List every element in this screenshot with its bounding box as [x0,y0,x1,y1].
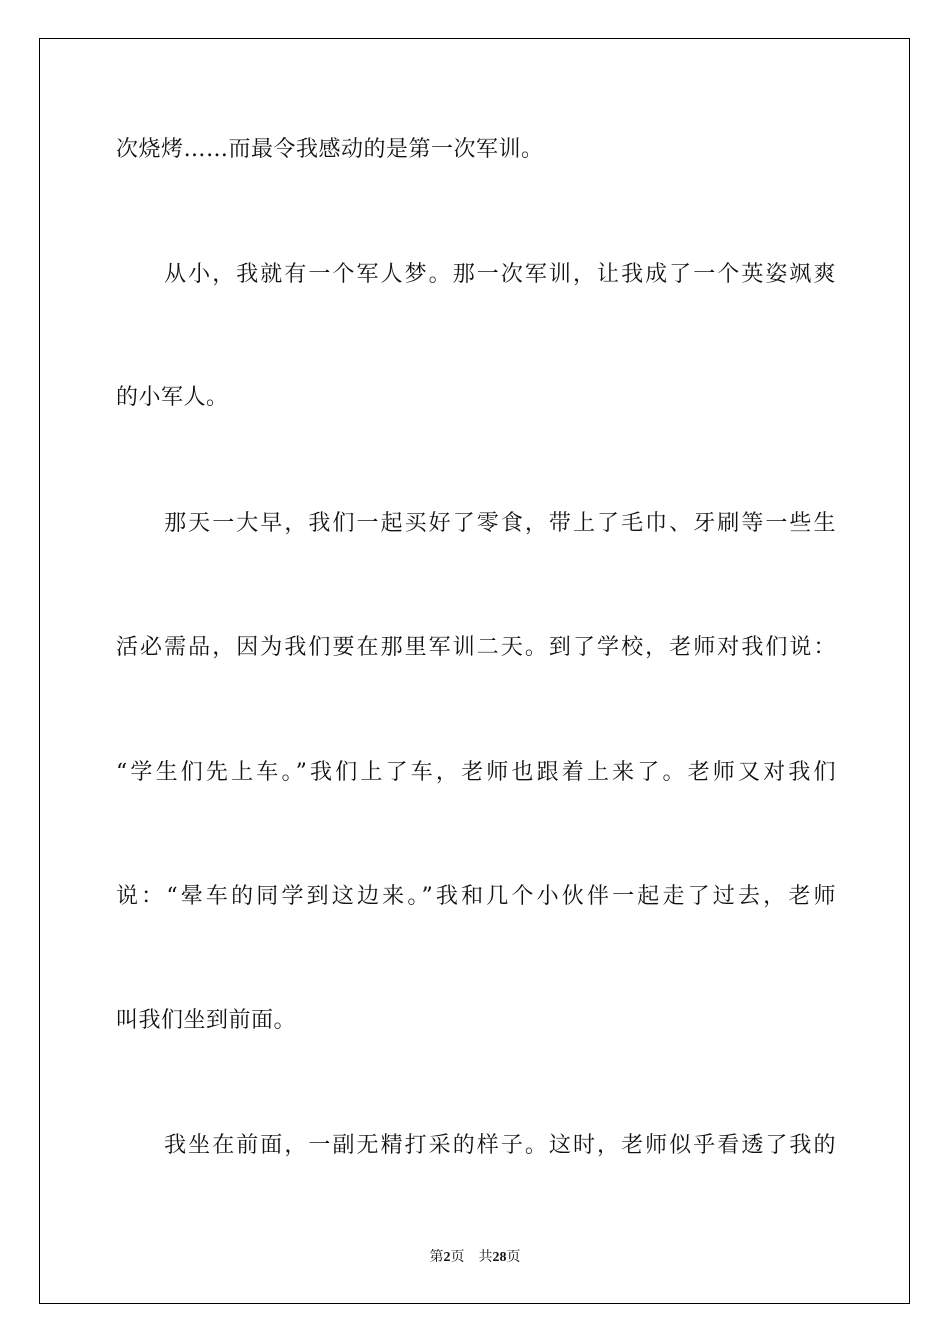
text-line-3: 的小军人。 [116,385,229,410]
page-border [39,38,910,1304]
text-line-1: 次烧烤……而最令我感动的是第一次军训。 [116,137,544,162]
text-line-2: 从小，我就有一个军人梦。那一次军训，让我成了一个英姿飒爽 [116,262,836,287]
page-footer [0,1248,950,1267]
footer-page-suffix: 页 [450,1249,465,1265]
text-line-6: “学生们先上车。”我们上了车，老师也跟着上来了。老师又对我们 [116,760,836,785]
text-line-9: 我坐在前面，一副无精打采的样子。这时，老师似乎看透了我的 [116,1133,836,1158]
text-line-8: 叫我们坐到前面。 [116,1008,297,1033]
footer-total-suffix: 页 [506,1249,521,1265]
text-line-7: 说：“晕车的同学到这边来。”我和几个小伙伴一起走了过去，老师 [116,884,836,909]
text-line-5: 活必需品，因为我们要在那里军训二天。到了学校，老师对我们说： [116,635,836,660]
footer-total-prefix: 共 [478,1249,493,1265]
footer-page-prefix: 第 [429,1249,444,1265]
text-line-4: 那天一大早，我们一起买好了零食，带上了毛巾、牙刷等一些生 [116,511,836,536]
footer-total-pages: 28 [492,1250,507,1265]
footer-page-number: 2 [443,1250,451,1265]
